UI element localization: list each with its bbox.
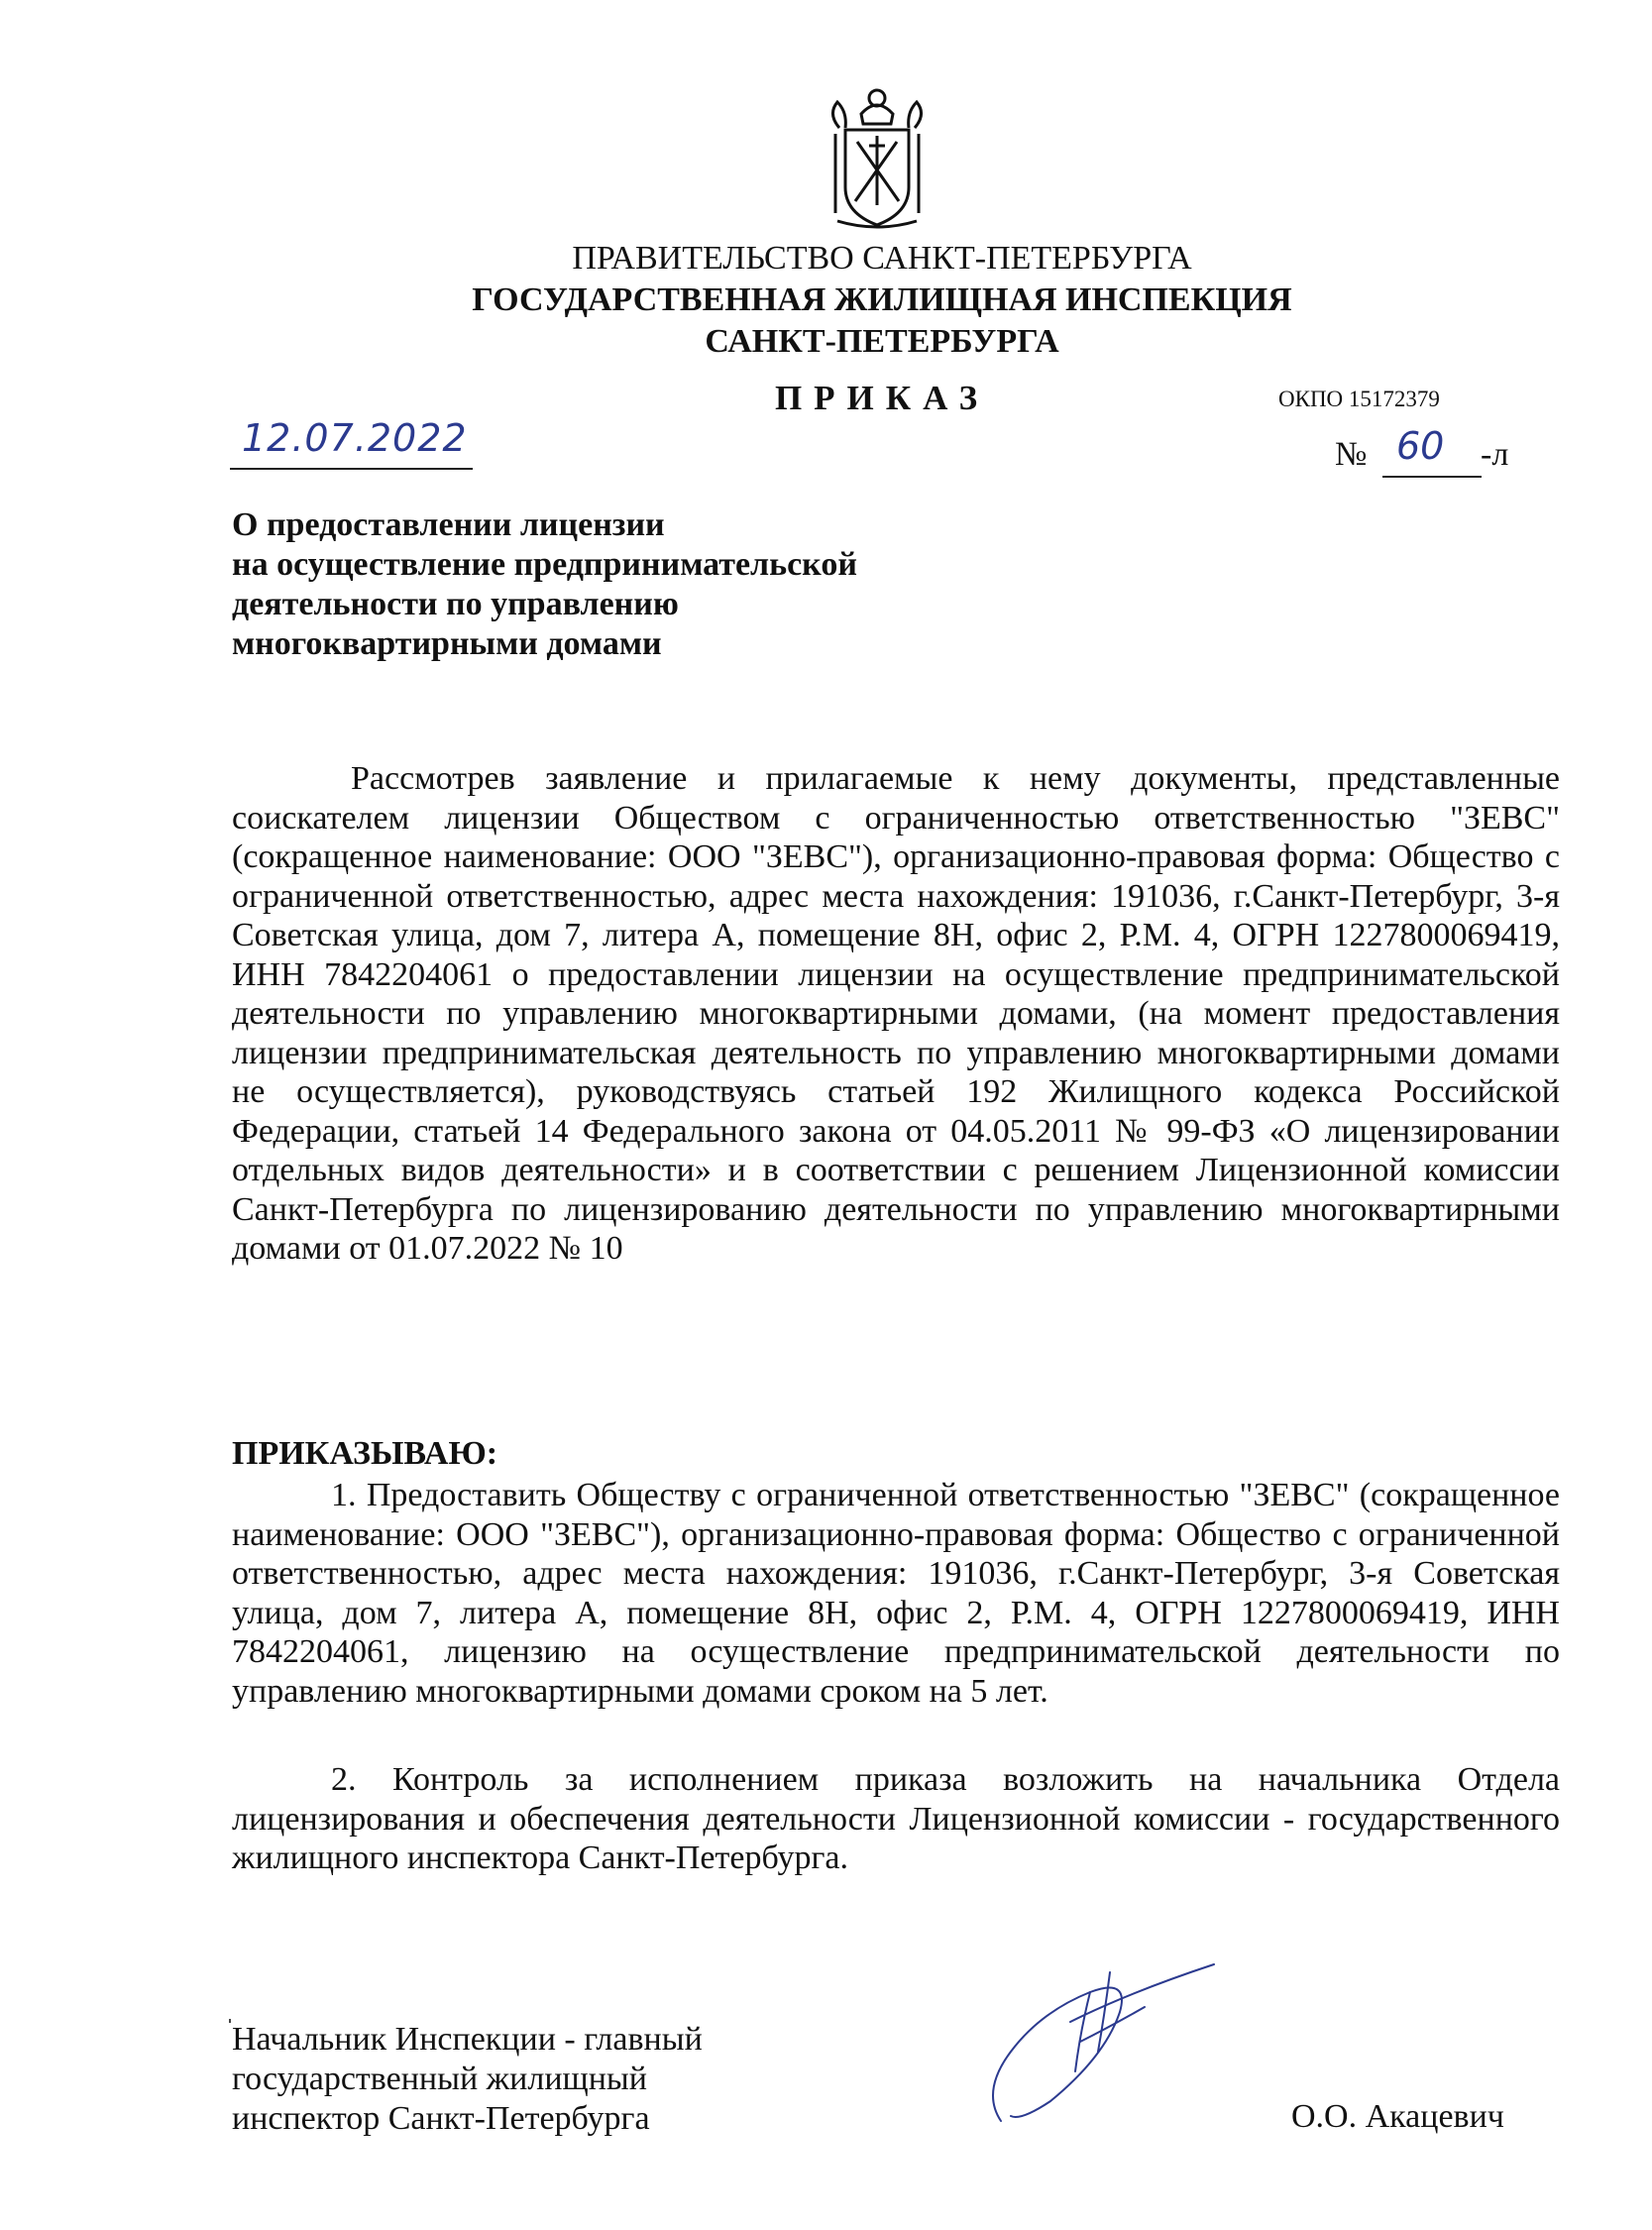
order-subject <box>232 505 1025 664</box>
document-type-title: ПРИКАЗ <box>774 379 990 417</box>
number-underline <box>1382 476 1482 478</box>
inspection-city: САНКТ-ПЕТЕРБУРГА <box>705 323 1059 360</box>
order-date: 12.07.2022 <box>242 416 468 460</box>
government-name: ПРАВИТЕЛЬСТВО САНКТ-ПЕТЕРБУРГА <box>572 240 1192 277</box>
signatory-title-line: государственный жилищный <box>232 2061 647 2097</box>
date-underline <box>230 468 473 470</box>
signatory-title-line: инспектор Санкт-Петербурга <box>232 2100 650 2137</box>
okpo-code: ОКПО 15172379 <box>1278 387 1440 411</box>
order-item-1: 1. Предоставить Обществу с ограниченной ответственностью "ЗЕВС" (сокращенное наименование: ООО "ЗЕВС"), организационно-правовая форма: Общество с ограниченной ответственностью, адрес места нахождения: 191036, г.Санкт-Петербург, 3-я Советская улица, дом 7, литера А, помещение 8Н, офис 2, Р.М. 4, ОГРН 1227800069419, ИНН 7842204061, лицензию на осуществление предпринимательской деятельности по управлению многоквартирными домами сроком на 5 лет. <box>232 1477 1560 1710</box>
order-number: 60 <box>1396 424 1445 468</box>
signature-block-mark <box>229 2019 231 2023</box>
subject-line: деятельности по управлению <box>232 586 679 622</box>
directive-heading: ПРИКАЗЫВАЮ: <box>232 1435 498 1472</box>
number-sign: № <box>1335 436 1368 473</box>
handwritten-signature-icon <box>981 1952 1229 2131</box>
order-number-field <box>1335 426 1513 482</box>
order-date-field <box>230 414 476 470</box>
coat-of-arms-icon <box>818 84 936 233</box>
subject-line: О предоставлении лицензии <box>232 506 665 543</box>
preamble-paragraph: Рассмотрев заявление и прилагаемые к нему документы, представленные соискателем лицензии Обществом с ограниченностью ответственностью "ЗЕВС" (сокращенное наименование: ООО "ЗЕВС"), организационно-правовая форма: Общество с ограниченной ответственностью, адрес места нахождения: 191036, г.Санкт-Петербург, 3-я Советская улица, дом 7, литера А, помещение 8Н, офис 2, Р.М. 4, ОГРН 1227800069419, ИНН 7842204061 о предоставлении лицензии на осуществление предпринимательской деятельности по управлению многоквартирными домами, (на момент предоставления лицензии предпринимательская деятельность по управлению многоквартирными домами не осуществляется), руководствуясь статьей 192 Жилищного кодекса Российской Федерации, статьей 14 Федерального закона от 04.05.2011 № 99-ФЗ «О лицензировании отдельных видов деятельности» и в соответствии с решением Лицензионной комиссии Санкт-Петербурга по лицензированию деятельности по управлению многоквартирными домами от 01.07.2022 № 10 <box>232 760 1560 1267</box>
number-suffix: -л <box>1481 436 1509 473</box>
inspection-name: ГОСУДАРСТВЕННАЯ ЖИЛИЩНАЯ ИНСПЕКЦИЯ <box>472 281 1292 318</box>
subject-line: на осуществление предпринимательской <box>232 546 857 583</box>
subject-line: многоквартирными домами <box>232 625 662 662</box>
order-item-2: 2. Контроль за исполнением приказа возложить на начальника Отдела лицензирования и обеспечения деятельности Лицензионной комиссии - государственного жилищного инспектора Санкт-Петербурга. <box>232 1761 1560 1876</box>
signatory-title-line: Начальник Инспекции - главный <box>232 2021 703 2058</box>
signatory-title <box>232 2020 703 2139</box>
signatory-name: О.О. Акацевич <box>1291 2098 1504 2135</box>
